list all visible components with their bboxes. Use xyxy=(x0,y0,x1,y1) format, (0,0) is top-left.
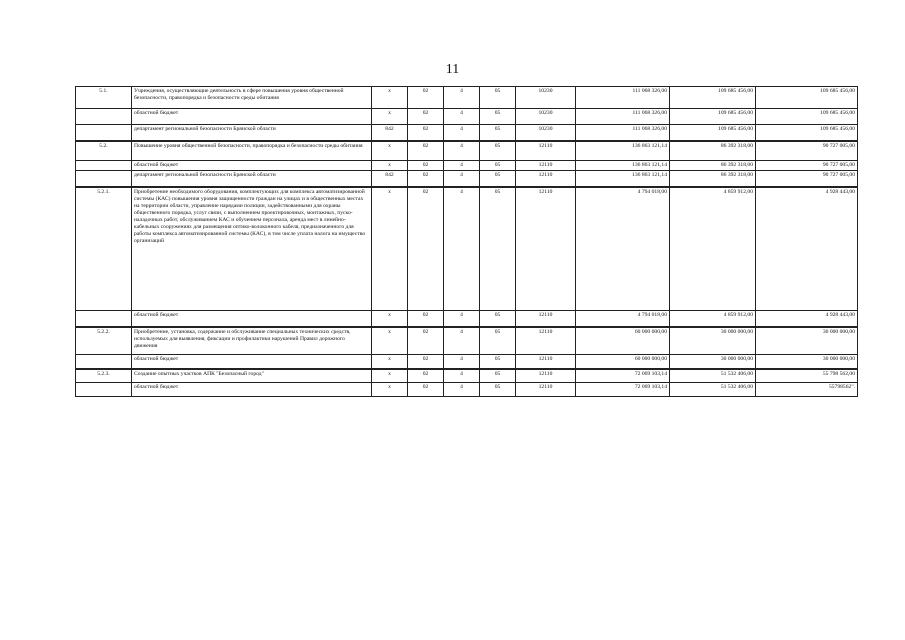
cell-subprogram: 05 xyxy=(480,141,516,161)
cell-amount-year3: 4 928 443,00 xyxy=(756,187,858,311)
cell-amount-year3: 30 000 000,00 xyxy=(756,355,858,369)
row-number xyxy=(76,355,132,369)
cell-program: 4 xyxy=(444,311,480,327)
row-number xyxy=(76,171,132,187)
cell-subprogram: 05 xyxy=(480,125,516,141)
cell-direction: 10230 xyxy=(516,109,576,125)
cell-subprogram: 05 xyxy=(480,383,516,397)
cell-direction: 12110 xyxy=(516,187,576,311)
row-description: областной бюджет xyxy=(132,161,372,171)
cell-amount-year1: 111 068 326,00 xyxy=(576,125,670,141)
cell-amount-year3: 4 928 443,00 xyxy=(756,311,858,327)
cell-grbs: х xyxy=(372,109,408,125)
cell-amount-year1: 111 068 326,00 xyxy=(576,87,670,109)
row-number xyxy=(76,383,132,397)
cell-program: 4 xyxy=(444,369,480,383)
cell-amount-year2: 4 859 912,00 xyxy=(670,311,756,327)
cell-amount-year2: 109 685 456,00 xyxy=(670,125,756,141)
cell-program: 4 xyxy=(444,161,480,171)
row-number: 5.2. xyxy=(76,141,132,161)
cell-amount-year1: 60 000 000,00 xyxy=(576,355,670,369)
cell-amount-year1: 60 000 000,00 xyxy=(576,327,670,355)
table-row xyxy=(76,161,858,171)
cell-subprogram: 05 xyxy=(480,369,516,383)
cell-section: 02 xyxy=(408,141,444,161)
cell-amount-year2: 86 392 318,00 xyxy=(670,161,756,171)
cell-amount-year2: 86 392 318,00 xyxy=(670,141,756,161)
row-description: Создание опытных участков АПК "Безопасный город" xyxy=(132,369,372,383)
row-number xyxy=(76,161,132,171)
table-row xyxy=(76,383,858,397)
row-description: областной бюджет xyxy=(132,109,372,125)
cell-grbs: х xyxy=(372,327,408,355)
cell-direction: 12110 xyxy=(516,311,576,327)
cell-amount-year3: 90 727 005,00 xyxy=(756,171,858,187)
cell-subprogram: 05 xyxy=(480,327,516,355)
cell-program: 4 xyxy=(444,109,480,125)
cell-amount-year1: 72 069 103,14 xyxy=(576,383,670,397)
cell-section: 02 xyxy=(408,171,444,187)
cell-amount-year3: 90 727 005,00 xyxy=(756,141,858,161)
cell-amount-year1: 111 068 326,00 xyxy=(576,109,670,125)
table-row xyxy=(76,355,858,369)
table-row xyxy=(76,109,858,125)
cell-direction: 10230 xyxy=(516,87,576,109)
row-number xyxy=(76,311,132,327)
cell-amount-year1: 136 863 121,14 xyxy=(576,161,670,171)
row-description: Приобретение необходимого оборудования, комплектующих для комплекса автоматизированной системы (КАС) повышения уровня защищенности граждан на улицах и в общественных местах на территории области, управление нарядами полиции, задействованными для охраны общественного порядка, услуг связи, с выполнением проектировочных, монтажных, пуско-наладочных работ, обслуживанием КАС и обучением персонала, аренда мест в линейно-кабельных сооружениях для размещения оптико-волоконного кабеля, предназначенного для работы комплекса автоматизированной системы (КАС), в том числе уплата налога на имущество организаций xyxy=(132,187,372,311)
cell-subprogram: 05 xyxy=(480,355,516,369)
cell-subprogram: 05 xyxy=(480,171,516,187)
cell-section: 02 xyxy=(408,355,444,369)
row-description: департамент региональной безопасности Брянской области xyxy=(132,171,372,187)
table-row xyxy=(76,311,858,327)
cell-amount-year3: 55798562". xyxy=(756,383,858,397)
cell-amount-year1: 72 069 103,14 xyxy=(576,369,670,383)
cell-section: 02 xyxy=(408,383,444,397)
table-row xyxy=(76,327,858,355)
cell-amount-year1: 4 794 018,00 xyxy=(576,311,670,327)
cell-program: 4 xyxy=(444,171,480,187)
cell-grbs: х xyxy=(372,369,408,383)
row-description: областной бюджет xyxy=(132,311,372,327)
cell-amount-year1: 4 794 018,00 xyxy=(576,187,670,311)
cell-direction: 12110 xyxy=(516,383,576,397)
row-number xyxy=(76,109,132,125)
cell-amount-year2: 51 532 406,00 xyxy=(670,369,756,383)
table-row xyxy=(76,87,858,109)
cell-grbs: 842 xyxy=(372,125,408,141)
cell-direction: 12110 xyxy=(516,141,576,161)
cell-grbs: 842 xyxy=(372,171,408,187)
row-number: 5.2.2. xyxy=(76,327,132,355)
cell-section: 02 xyxy=(408,161,444,171)
cell-program: 4 xyxy=(444,187,480,311)
cell-direction: 12110 xyxy=(516,171,576,187)
table-row xyxy=(76,369,858,383)
row-description: областной бюджет xyxy=(132,355,372,369)
row-description: Учреждения, осуществляющие деятельность в сфере повышения уровня общественной безопасности, правопорядка и безопасности среды обитания xyxy=(132,87,372,109)
table-row xyxy=(76,171,858,187)
cell-direction: 12110 xyxy=(516,369,576,383)
cell-section: 02 xyxy=(408,311,444,327)
row-number xyxy=(76,125,132,141)
cell-program: 4 xyxy=(444,355,480,369)
cell-subprogram: 05 xyxy=(480,161,516,171)
cell-amount-year2: 30 000 000,00 xyxy=(670,355,756,369)
cell-grbs: х xyxy=(372,355,408,369)
cell-amount-year1: 136 863 121,14 xyxy=(576,141,670,161)
cell-grbs: х xyxy=(372,187,408,311)
cell-amount-year1: 136 863 121,14 xyxy=(576,171,670,187)
cell-amount-year2: 51 532 406,00 xyxy=(670,383,756,397)
table-row xyxy=(76,141,858,161)
cell-program: 4 xyxy=(444,141,480,161)
cell-amount-year2: 30 000 000,00 xyxy=(670,327,756,355)
row-description: департамент региональной безопасности Брянской области xyxy=(132,125,372,141)
table-row xyxy=(76,187,858,311)
row-description: Повышение уровня общественной безопасности, правопорядка и безопасности среды обитания xyxy=(132,141,372,161)
cell-section: 02 xyxy=(408,327,444,355)
cell-grbs: х xyxy=(372,311,408,327)
budget-table xyxy=(75,86,858,397)
cell-program: 4 xyxy=(444,87,480,109)
cell-amount-year2: 109 685 456,00 xyxy=(670,109,756,125)
cell-subprogram: 05 xyxy=(480,87,516,109)
cell-amount-year3: 90 727 005,00 xyxy=(756,161,858,171)
cell-direction: 12110 xyxy=(516,161,576,171)
cell-section: 02 xyxy=(408,109,444,125)
row-number: 5.2.3. xyxy=(76,369,132,383)
cell-direction: 10230 xyxy=(516,125,576,141)
cell-amount-year3: 55 798 562,00 xyxy=(756,369,858,383)
cell-program: 4 xyxy=(444,383,480,397)
cell-amount-year2: 86 392 318,00 xyxy=(670,171,756,187)
row-description: Приобретение, установка, содержание и обслуживание специальных технических средств, используемых для выявления, фиксации и профилактики нарушений Правил дорожного движения xyxy=(132,327,372,355)
cell-amount-year3: 109 685 456,00 xyxy=(756,125,858,141)
row-description: областной бюджет xyxy=(132,383,372,397)
cell-amount-year3: 109 685 456,00 xyxy=(756,109,858,125)
cell-subprogram: 05 xyxy=(480,187,516,311)
cell-program: 4 xyxy=(444,327,480,355)
cell-amount-year2: 109 685 456,00 xyxy=(670,87,756,109)
cell-program: 4 xyxy=(444,125,480,141)
cell-section: 02 xyxy=(408,187,444,311)
page-number: 11 xyxy=(445,62,460,77)
cell-amount-year2: 4 859 912,00 xyxy=(670,187,756,311)
row-number: 5.1. xyxy=(76,87,132,109)
cell-grbs: х xyxy=(372,87,408,109)
cell-subprogram: 05 xyxy=(480,109,516,125)
row-number: 5.2.1. xyxy=(76,187,132,311)
cell-subprogram: 05 xyxy=(480,311,516,327)
cell-direction: 12110 xyxy=(516,355,576,369)
cell-direction: 12110 xyxy=(516,327,576,355)
cell-grbs: х xyxy=(372,141,408,161)
cell-grbs: х xyxy=(372,383,408,397)
cell-section: 02 xyxy=(408,125,444,141)
cell-section: 02 xyxy=(408,369,444,383)
cell-grbs: х xyxy=(372,161,408,171)
table-row xyxy=(76,125,858,141)
cell-section: 02 xyxy=(408,87,444,109)
cell-amount-year3: 30 000 000,00 xyxy=(756,327,858,355)
cell-amount-year3: 109 685 456,00 xyxy=(756,87,858,109)
